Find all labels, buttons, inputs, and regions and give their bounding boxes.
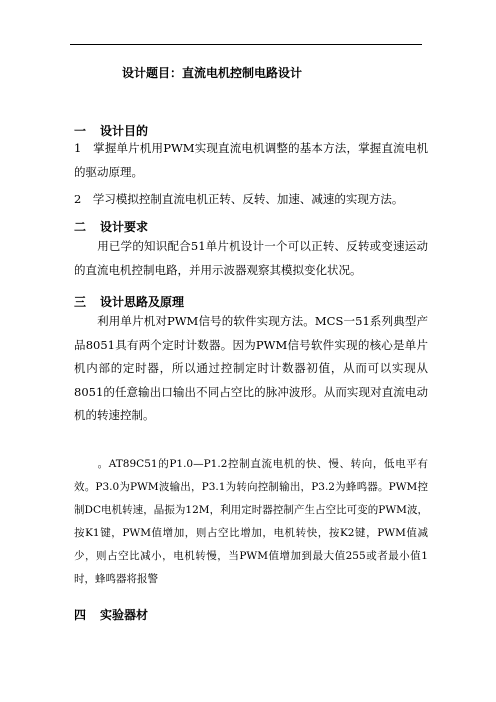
section-title: 设计要求 [100,220,149,234]
document-title: 设计题目：直流电机控制电路设计 [122,66,303,80]
section-title: 设计思路及原理 [100,295,185,309]
purpose-item-2: 2 学习模拟控制直流电机正转、反转、加速、减速的实现方法。 [74,192,404,206]
purpose-item-1: 1 掌握单片机用PWM实现直流电机调整的基本方法，掌握直流电机的驱动原理。 [74,141,428,179]
section-heading-equipment [74,606,148,623]
section-number: 二 [74,220,87,234]
principle-paragraph-1 [74,310,428,428]
header-rule [70,44,422,45]
principle-text-2: 。AT89C51的P1.0—P1.2控制直流电机的快、慢、转向，低电平有效。P3.0为PWM波输出，P3.1为转向控制输出，P3.2为蜂鸣器。PWM控制DC电机转速，晶振为12M，利用定时器控制产生占空比可变的PWM波，按K1键，PWM值增加，则占空比增加，电机转快，按K2键，PWM值减少，则占空比减小，电机转慢，当PWM值增加到最大值255或者最小值1时，蜂鸣器将报警 [74,458,428,585]
section-title: 设计目的 [100,124,149,138]
section-heading-principle [74,293,184,310]
section-heading-requirement [74,218,148,235]
section-title: 实验器材 [100,608,149,622]
requirement-paragraph [74,235,428,282]
section-number: 三 [74,295,87,309]
section-number: 一 [74,124,87,138]
requirement-text: 用已学的知识配合51单片机设计一个可以正转、反转或变速运动的直流电机控制电路，并用示波器观察其模拟变化状况。 [74,239,428,277]
section-number: 四 [74,608,87,622]
principle-paragraph-2 [74,453,428,591]
principle-text-1: 利用单片机对PWM信号的软件实现方法。MCS一51系列典型产品8051具有两个定时计数器。因为PWM信号软件实现的核心是单片机内部的定时器，所以通过控制定时计数器初值，从而可以实现从8051的任意输出口输出不同占空比的脉冲波形。从而实现对直流电动机的转速控制。 [74,314,428,422]
